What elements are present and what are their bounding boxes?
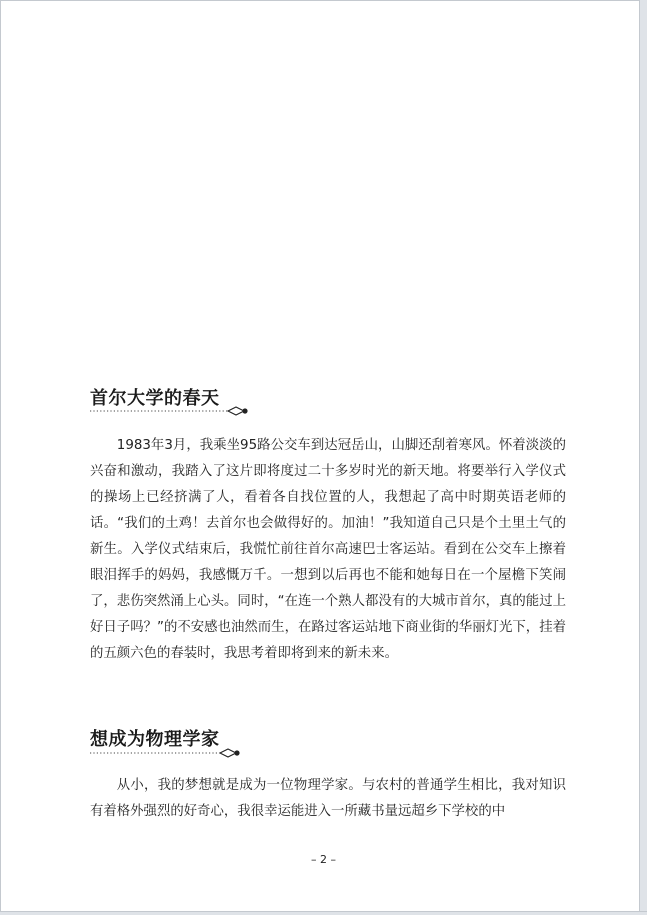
page-border-top	[0, 0, 647, 1]
section-title-physicist: 想成为物理学家	[90, 729, 220, 750]
title-underline-ornament	[90, 404, 250, 416]
section-paragraph-physicist: 从小，我的梦想就是成为一位物理学家。与农村的普通学生相比，我对知识有着格外强烈的好奇心，我很幸运能进入一所藏书量远超乡下学校的中	[90, 778, 566, 819]
page-edge-bottom	[0, 911, 647, 915]
page-border-left	[0, 0, 1, 915]
page-edge-right	[639, 0, 647, 915]
page-number: – 2 –	[311, 853, 336, 866]
title-underline-ornament	[90, 746, 250, 758]
section-title-spring: 首尔大学的春天	[90, 388, 220, 409]
section-paragraph-spring: 1983年3月，我乘坐95路公交车到达冠岳山，山脚还刮着寒风。怀着淡淡的兴奋和激动，我踏入了这片即将度过二十多岁时光的新天地。将要举行入学仪式的操场上已经挤满了人，看着各自找位置的人，我想起了高中时期英语老师的话。“我们的土鸡！去首尔也会做得好的。加油！”我知道自己只是个土里土气的新生。入学仪式结束后，我慌忙前往首尔高速巴士客运站。看到在公交车上擦着眼泪挥手的妈妈，我感慨万千。一想到以后再也不能和她每日在一个屋檐下笑闹了，悲伤突然涌上心头。同时，“在连一个熟人都没有的大城市首尔，真的能过上好日子吗？”的不安感也油然而生，在路过客运站地下商业街的华丽灯光下，挂着的五颜六色的春装时，我思考着即将到来的新未来。	[90, 438, 566, 661]
